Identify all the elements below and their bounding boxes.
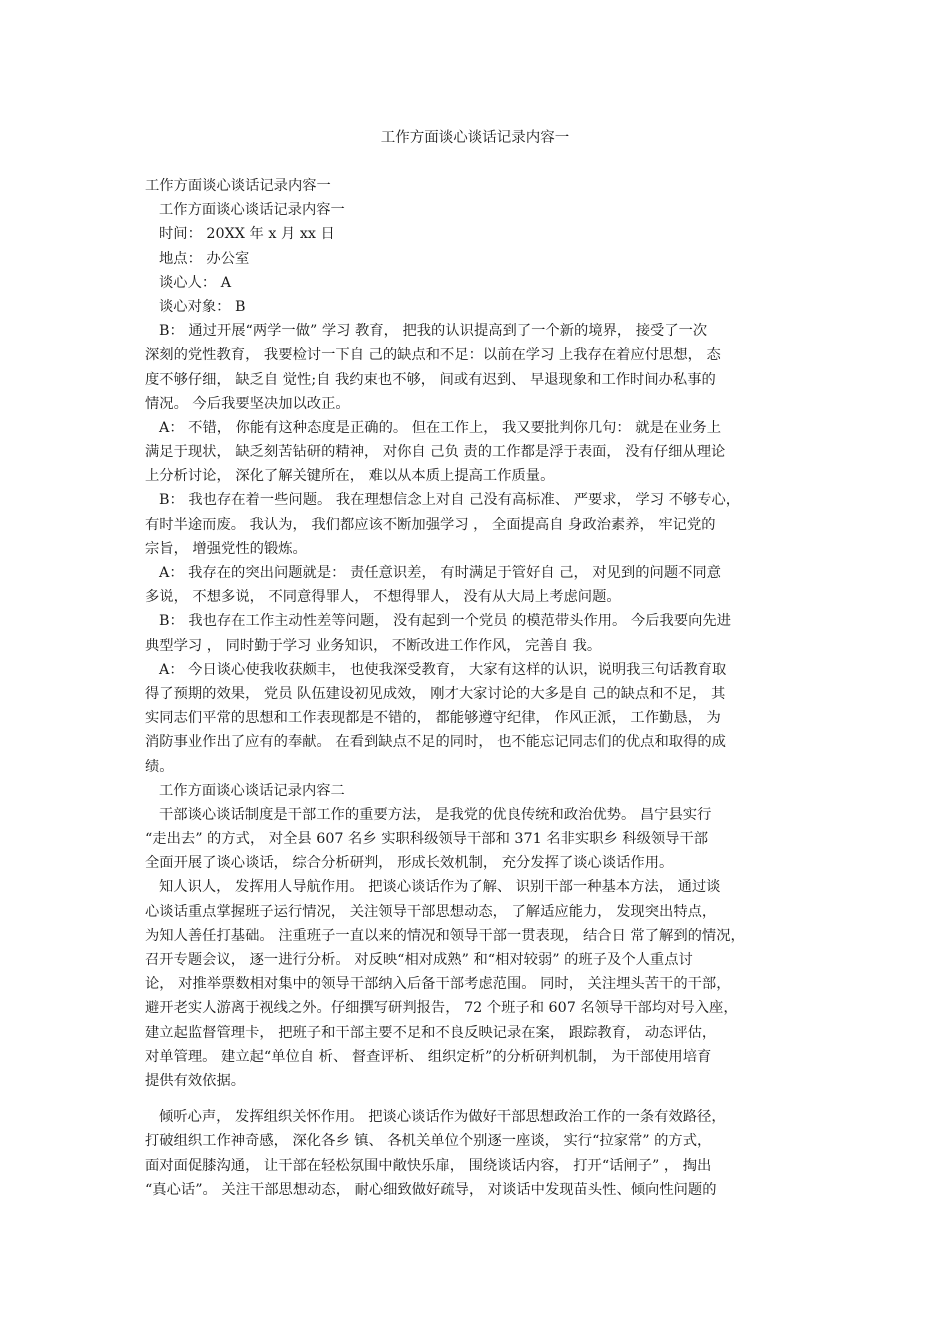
text-line: 提供有效依据。 [145, 1072, 246, 1089]
text-line: 宗旨， 增强党性的锻炼。 [145, 540, 307, 557]
text-line: 工作方面谈心谈话记录内容一 [145, 178, 331, 194]
text-line: 召开专题会议， 逐一进行分析。 对反映“相对成熟” 和“相对较弱” 的班子及个人重点讨 [145, 952, 693, 968]
text-line: 多说， 不想多说， 不同意得罪人， 不想得罪人， 没有从大局上考虑问题。 [145, 589, 621, 606]
text-line: A： 今日谈心使我收获颇丰， 也使我深受教育， 大家有这样的认识，说明我三句话教育取 [159, 661, 727, 678]
text-line: 面对面促膝沟通， 让干部在轻松氛围中敞快乐扉， 围绕谈话内容， 打开“话闸子” ， 掏出 [145, 1157, 712, 1174]
text-line: 地点： 办公室 [159, 250, 250, 267]
text-line: 避开老实人游离于视线之外。仔细撰写研判报告， 72 个班子和 607 名领导干部均对号入座， [145, 1000, 738, 1017]
text-line: 论， 对推举票数相对集中的领导干部纳入后备干部考虑范围。 同时， 关注埋头苦干的干部， [145, 976, 731, 993]
document-body [145, 174, 815, 1202]
text-line: 工作方面谈心谈话记录内容一 [159, 202, 345, 219]
text-line: B： 我也存在工作主动性差等问题， 没有起到一个党员 的模范带头作用。 今后我要向先进 [159, 613, 731, 630]
text-line: 时间： 20XX 年 x 月 xx 日 [159, 226, 335, 243]
text-line: “走出去” 的方式， 对全县 607 名乡 实职科级领导干部和 371 名非实职乡 科级领导干部 [145, 831, 709, 848]
text-line: 满足于现状， 缺乏刻苦钻研的精神， 对你自 己负 责的工作都是浮于表面， 没有仔细从理论 [145, 444, 726, 461]
text-line: B： 通过开展“两学一做” 学习 教育， 把我的认识提高到了一个新的境界， 接受了一次 [159, 323, 708, 340]
text-line: A： 不错， 你能有这种态度是正确的。 但在工作上， 我又要批判你几句： 就是在业务上 [159, 419, 722, 436]
text-line: 倾听心声， 发挥组织关怀作用。 把谈心谈话作为做好干部思想政治工作的一条有效路径， [159, 1109, 726, 1126]
text-line: B： 我也存在着一些问题。 我在理想信念上对自 己没有高标准、 严要求， 学习 不够专心， [159, 492, 741, 509]
text-line: 对单管理。 建立起“单位自 析、 督查评析、 组织定析”的分析研判机制， 为干部使用培育 [145, 1048, 712, 1065]
text-line: 典型学习 ， 同时勤于学习 业务知识， 不断改进工作作风， 完善自 我。 [145, 637, 602, 654]
text-line: 消防事业作出了应有的奉献。 在看到缺点不足的同时， 也不能忘记同志们的优点和取得的成 [145, 734, 726, 751]
text-line: 建立起监督管理卡， 把班子和干部主要不足和不良反映记录在案， 跟踪教育， 动态评估， [145, 1024, 717, 1041]
text-line: 情况。 今后我要坚决加以改正。 [145, 395, 350, 412]
text-line: 度不够仔细， 缺乏自 觉性;自 我约束也不够， 间或有迟到、 早退现象和工作时间办私事的 [145, 371, 716, 388]
text-line: 谈心对象： B [159, 298, 246, 315]
text-line: 打破组织工作神奇感， 深化各乡 镇、 各机关单位个别逐一座谈， 实行“拉家常” 的方式， [145, 1133, 712, 1150]
text-line: 谈心人： A [159, 274, 232, 291]
text-line: A： 我存在的突出问题就是： 责任意识差， 有时满足于管好自 己， 对见到的问题不同意 [159, 565, 722, 581]
text-line: 全面开展了谈心谈话， 综合分析研判， 形成长效机制， 充分发挥了谈心谈话作用。 [145, 855, 674, 872]
text-line: 心谈话重点掌握班子运行情况， 关注领导干部思想动态， 了解适应能力， 发现突出特点， [145, 903, 717, 920]
text-line: 干部谈心谈话制度是干部工作的重要方法， 是我党的优良传统和政治优势。 昌宁县实行 [159, 806, 712, 823]
text-line: 绩。 [145, 758, 174, 775]
text-line: 工作方面谈心谈话记录内容二 [159, 782, 345, 799]
paragraph-gap [145, 1093, 815, 1105]
text-line: “真心话”。 关注干部思想动态， 耐心细致做好疏导， 对谈话中发现苗头性、倾向性问题的 [145, 1181, 717, 1198]
document-title: 工作方面谈心谈话记录内容一 [380, 130, 570, 146]
text-line: 知人识人， 发挥用人导航作用。 把谈心谈话作为了解、 识别干部一种基本方法， 通过谈 [159, 879, 721, 896]
text-line: 得了预期的效果， 党员 队伍建设初见成效， 刚才大家讨论的大多是自 己的缺点和不足， 其 [145, 685, 726, 702]
text-line: 上分析讨论， 深化了解关键所在， 难以从本质上提高工作质量。 [145, 468, 555, 485]
text-line: 为知人善任打基础。 注重班子一直以来的情况和领导干部一贯表现， 结合日 常了解到的情况， [145, 927, 745, 944]
text-line: 深刻的党性教育， 我要检讨一下自 己的缺点和不足：以前在学习 上我存在着应付思想， 态 [145, 347, 721, 364]
text-line: 有时半途而废。 我认为， 我们都应该不断加强学习 ， 全面提高自 身政治素养， 牢记党的 [145, 516, 716, 533]
text-line: 实同志们平常的思想和工作表现都是不错的， 都能够遵守纪律， 作风正派， 工作勤恳， 为 [145, 710, 721, 727]
